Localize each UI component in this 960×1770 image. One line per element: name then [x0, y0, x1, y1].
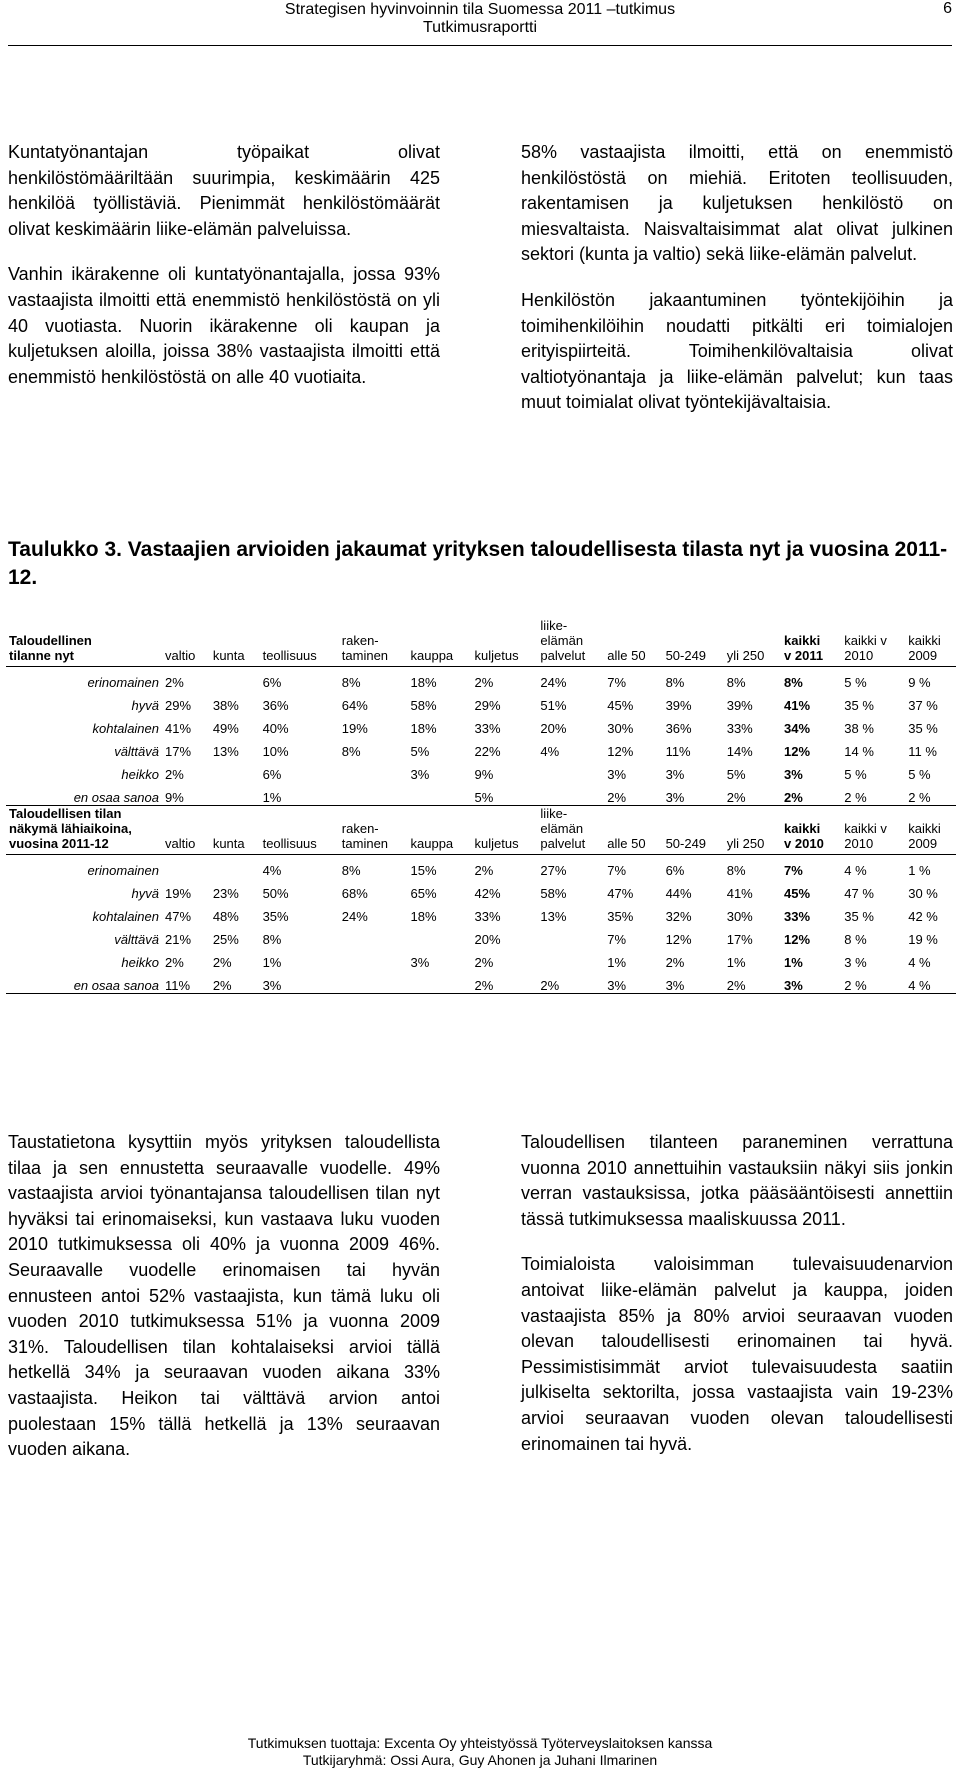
- row-label: hyvä: [131, 886, 159, 901]
- table-cell: 12%: [665, 932, 692, 947]
- table-cell: [339, 782, 408, 806]
- table-cell: 65%: [410, 886, 437, 901]
- row-label: kohtalainen: [92, 909, 159, 924]
- table-cell: 12%: [607, 744, 634, 759]
- table-row: [6, 878, 956, 901]
- section-title: Taloudellinen tilanne nyt: [6, 618, 162, 667]
- column-header: alle 50: [604, 618, 662, 667]
- table-cell: 5%: [474, 790, 494, 805]
- table-cell: [408, 782, 472, 806]
- table-cell: 44%: [665, 886, 692, 901]
- bottom-right-column: [521, 1130, 953, 1477]
- table-cell: 7%: [784, 863, 803, 878]
- table-row: [6, 947, 956, 970]
- row-label: erinomainen: [87, 675, 159, 690]
- paragraph: Kuntatyönantajan työpaikat olivat henkilöstömääriltään suurimpia, keskimäärin 425 henkilöä työllistäviä. Pienimmät henkilöstömäärät olivat keskimäärin liike-elämän palveluissa.: [8, 142, 440, 239]
- table-cell: 1%: [784, 955, 803, 970]
- table-cell: 18%: [410, 721, 437, 736]
- table-cell: 2%: [210, 970, 260, 994]
- table-cell: [210, 759, 260, 782]
- table-cell: 18%: [410, 675, 437, 690]
- table-cell: 7%: [607, 675, 627, 690]
- column-header: kaikki v 2010: [781, 806, 841, 855]
- table-cell: 2%: [726, 790, 746, 805]
- table-cell: 41%: [726, 886, 753, 901]
- table-caption: Taulukko 3. Vastaajien arvioiden jakaumat yrityksen taloudellisesta tilasta nyt ja vuosina 2011-12.: [8, 538, 948, 589]
- table-cell: 3%: [604, 970, 662, 994]
- table-cell: 33%: [474, 721, 501, 736]
- table-cell: 4 %: [908, 955, 931, 970]
- table-cell: 8%: [784, 675, 803, 690]
- table-cell: [408, 970, 472, 994]
- table-cell: 30%: [607, 721, 634, 736]
- table-cell: [537, 947, 604, 970]
- paragraph: Taloudellisen tilanteen paraneminen verrattuna vuonna 2010 annettuihin vastauksiin näkyi siis jonkin verran vastauksissa, jotka pääsääntöisesti annettiin tässä tutkimuksessa maaliskuussa 2011.: [521, 1132, 953, 1229]
- table-cell: 3%: [781, 970, 841, 994]
- table-cell: 2%: [607, 790, 627, 805]
- table-cell: 3%: [665, 767, 685, 782]
- table-cell: 8%: [341, 863, 361, 878]
- table-cell: 39%: [726, 698, 753, 713]
- column-header: yli 250: [724, 806, 781, 855]
- table-cell: 29%: [165, 698, 192, 713]
- table-cell: 5%: [410, 744, 430, 759]
- column-header: 50-249: [663, 806, 724, 855]
- table-cell: 1%: [262, 790, 282, 805]
- table-cell: 58%: [540, 886, 567, 901]
- table-cell: 40%: [262, 721, 289, 736]
- table-cell: 9%: [474, 767, 494, 782]
- footer-producer: Tutkimuksen tuottaja: Excenta Oy yhteistyössä Työterveyslaitoksen kanssa: [247, 1735, 713, 1751]
- table-cell: 8%: [341, 744, 361, 759]
- column-header: valtio: [162, 806, 210, 855]
- table-cell: [537, 782, 604, 806]
- table-cell: 1 %: [908, 863, 931, 878]
- column-header: yli 250: [724, 618, 781, 667]
- table-cell: 9 %: [908, 675, 931, 690]
- table-cell: 33%: [726, 721, 753, 736]
- header-title: Strategisen hyvinvoinnin tila Suomessa 2011 –tutkimus: [284, 1, 676, 18]
- table-cell: [339, 759, 408, 782]
- table-cell: 29%: [474, 698, 501, 713]
- table-cell: 2 %: [844, 790, 867, 805]
- table-cell: [339, 947, 408, 970]
- table-cell: 2%: [724, 970, 781, 994]
- table-cell: 8%: [726, 675, 746, 690]
- column-header: kaikki 2009: [905, 618, 956, 667]
- table-cell: 41%: [784, 698, 811, 713]
- table-cell: 5 %: [844, 767, 867, 782]
- table-cell: [339, 970, 408, 994]
- table-cell: 3%: [663, 970, 724, 994]
- column-header: kauppa: [408, 806, 472, 855]
- table-row: [6, 736, 956, 759]
- table-cell: 6%: [665, 863, 685, 878]
- table-cell: 20%: [474, 932, 501, 947]
- column-header: raken- taminen: [339, 806, 408, 855]
- table-cell: 36%: [665, 721, 692, 736]
- row-label: erinomainen: [87, 863, 159, 878]
- table-cell: 2%: [165, 955, 184, 970]
- table-cell: 45%: [607, 698, 634, 713]
- table-cell: 42%: [474, 886, 501, 901]
- paragraph: Toimialoista valoisimman tulevaisuudenarvion antoivat liike-elämän palvelut ja kauppa, joiden vastaajista 85% ja 80% arvioi seuraavan vuoden olevan taloudellisesti erinomainen tai hyvä. Pessimistisimmät arviot tulevaisuudesta saatiin julkiselta sektorilta, jossa vastaajista vain 19-23% arvioi seuraavan vuoden olevan taloudellisesti erinomainen tai hyvä.: [521, 1254, 953, 1454]
- table-cell: 30%: [726, 909, 753, 924]
- row-label: heikko: [121, 767, 159, 782]
- row-label: hyvä: [131, 698, 159, 713]
- table-cell: 36%: [262, 698, 289, 713]
- header-rule: [8, 45, 952, 46]
- bottom-left-column: [8, 1130, 440, 1483]
- table-row: [6, 713, 956, 736]
- table-cell: 24%: [341, 909, 368, 924]
- table-cell: [162, 855, 210, 879]
- table-cell: 42 %: [908, 909, 938, 924]
- table-cell: [537, 759, 604, 782]
- table-cell: 8%: [665, 675, 685, 690]
- table-cell: 5 %: [908, 767, 931, 782]
- table-row: [6, 667, 956, 691]
- section-title: Taloudellisen tilan näkymä lähiaikoina, vuosina 2011-12: [6, 806, 162, 855]
- table-cell: 38 %: [844, 721, 874, 736]
- table-cell: [210, 667, 260, 691]
- row-label: heikko: [121, 955, 159, 970]
- table-cell: 3%: [607, 767, 627, 782]
- top-left-column: [8, 140, 440, 410]
- column-header: teollisuus: [260, 806, 339, 855]
- row-label: en osaa sanoa: [6, 970, 162, 994]
- table-cell: 41%: [165, 721, 192, 736]
- table-cell: 10%: [262, 744, 289, 759]
- table-cell: 13%: [540, 909, 567, 924]
- table-row: [6, 924, 956, 947]
- table-cell: 51%: [540, 698, 567, 713]
- table-cell: 11%: [162, 970, 210, 994]
- footer-researchers: Tutkijaryhmä: Ossi Aura, Guy Ahonen ja Juhani Ilmarinen: [302, 1752, 658, 1768]
- table-cell: 4%: [540, 744, 560, 759]
- column-header: kaikki v 2011: [781, 618, 841, 667]
- table-cell: 8%: [726, 863, 746, 878]
- table-cell: 30 %: [908, 886, 938, 901]
- table-header-row: [6, 806, 956, 855]
- table-cell: 35%: [607, 909, 634, 924]
- table-row: [6, 970, 956, 994]
- table-cell: 2%: [165, 767, 184, 782]
- table-cell: 19 %: [908, 932, 938, 947]
- table-cell: 32%: [665, 909, 692, 924]
- row-label: en osaa sanoa: [73, 790, 159, 805]
- table-cell: 35 %: [908, 721, 938, 736]
- table-cell: 47 %: [844, 886, 874, 901]
- table-cell: 68%: [341, 886, 368, 901]
- page-footer: [0, 1735, 960, 1769]
- table-cell: 33%: [474, 909, 501, 924]
- table-row: [6, 855, 956, 879]
- table-cell: 19%: [165, 886, 192, 901]
- table-cell: 2%: [784, 790, 803, 805]
- table-cell: 2%: [665, 955, 685, 970]
- paragraph: 58% vastaajista ilmoitti, että on enemmistö henkilöstöstä on miehiä. Eritoten teollisuuden, rakentamisen ja kuljetuksen henkilöstö on miesvaltaista. Naisvaltaisimmat alat olivat julkinen sektori (kunta ja valtio) sekä liike-elämän palvelut.: [521, 142, 953, 265]
- table-cell: 24%: [540, 675, 567, 690]
- table-cell: 23%: [212, 886, 239, 901]
- table-cell: 15%: [410, 863, 437, 878]
- column-header: kaikki 2009: [905, 806, 956, 855]
- table-cell: 3%: [410, 955, 430, 970]
- table-cell: 14 %: [844, 744, 874, 759]
- table-row: [6, 759, 956, 782]
- table-cell: 14%: [726, 744, 753, 759]
- table-cell: 17%: [165, 744, 192, 759]
- table-cell: [339, 924, 408, 947]
- column-header: teollisuus: [260, 618, 339, 667]
- table-cell: 19%: [341, 721, 368, 736]
- table-cell: [210, 855, 260, 879]
- column-header: raken- taminen: [339, 618, 408, 667]
- table-cell: 39%: [665, 698, 692, 713]
- table-cell: 4 %: [844, 863, 867, 878]
- row-label: kohtalainen: [92, 721, 159, 736]
- column-header: kunta: [210, 618, 260, 667]
- table-cell: 2%: [474, 863, 494, 878]
- column-header: alle 50: [604, 806, 662, 855]
- table-cell: 8%: [341, 675, 361, 690]
- table-row: [6, 782, 956, 806]
- top-right-column: [521, 140, 953, 436]
- table-cell: 38%: [212, 698, 239, 713]
- table-cell: 3%: [665, 790, 685, 805]
- table-cell: 2 %: [908, 790, 931, 805]
- column-header: valtio: [162, 618, 210, 667]
- column-header: kauppa: [408, 618, 472, 667]
- table-cell: 2%: [474, 955, 494, 970]
- row-label: välttävä: [114, 932, 159, 947]
- table-cell: 3%: [260, 970, 339, 994]
- table-cell: 12%: [784, 932, 811, 947]
- table-cell: 11 %: [908, 744, 937, 759]
- table-cell: 2%: [472, 970, 538, 994]
- table-cell: 47%: [165, 909, 192, 924]
- table-cell: 47%: [607, 886, 634, 901]
- table-cell: 13%: [212, 744, 239, 759]
- paragraph: Henkilöstön jakaantuminen työntekijöihin ja toimihenkilöihin noudatti pitkälti eri toimialojen erityispiirteitä. Toimihenkilövaltaisia olivat valtiotyönantaja ja liike-elämän palvelut; kun taas muut toimialat olivat työntekijävaltaisia.: [521, 289, 953, 413]
- table-cell: 6%: [262, 675, 282, 690]
- table-cell: 1%: [607, 955, 627, 970]
- table-cell: 2%: [537, 970, 604, 994]
- table-cell: 2%: [212, 955, 232, 970]
- column-header: kaikki v 2010: [841, 806, 905, 855]
- table-cell: 37 %: [908, 698, 938, 713]
- table-cell: [408, 924, 472, 947]
- table-cell: 5 %: [844, 675, 867, 690]
- table-cell: 35 %: [844, 909, 874, 924]
- paragraph: Vanhin ikärakenne oli kuntatyönantajalla, jossa 93% vastaajista ilmoitti että enemmistö henkilöstöstä on yli 40 vuotiasta. Nuorin ikärakenne oli kaupan ja kuljetuksen aloilla, joissa 38% vastaajista ilmoitti että enemmistö henkilöstöstä on alle 40 vuotiaita.: [8, 264, 440, 387]
- table-row: [6, 690, 956, 713]
- table-cell: 45%: [784, 886, 811, 901]
- table-cell: 50%: [262, 886, 289, 901]
- table-cell: 12%: [784, 744, 811, 759]
- table-cell: 22%: [474, 744, 501, 759]
- table-cell: 48%: [212, 909, 239, 924]
- table-cell: 2%: [474, 675, 494, 690]
- table-cell: 20%: [540, 721, 567, 736]
- page-header: [0, 0, 960, 50]
- table-cell: 18%: [410, 909, 437, 924]
- page-number: 6: [943, 0, 952, 17]
- table-cell: 25%: [212, 932, 239, 947]
- data-table: [6, 618, 956, 994]
- column-header: liike- elämän palvelut: [537, 806, 604, 855]
- table-cell: 8 %: [844, 932, 867, 947]
- paragraph: Taustatietona kysyttiin myös yrityksen taloudellista tilaa ja sen ennustetta seuraavalle vuodelle. 49% vastaajista arvioi työnantajansa taloudellisen tilan nyt hyväksi tai erinomaiseksi, kun vastaava luku vuoden 2010 tutkimuksessa oli 40% ja vuonna 2009 46%. Seuraavalle vuodelle erinomaisen tai hyvän ennusteen antoi 52% vastaajista, kun tämä luku oli vuoden 2010 tutkimuksessa 51% ja vuonna 2009 31%. Taloudellisen tilan kohtalaiseksi arvioi tällä hetkellä 34% ja seuraavan vuoden aikana 33% vastaajista. Heikon tai välttävä arvion antoi puolestaan 15% tällä hetkellä ja 13% seuraavan vuoden aikana.: [8, 1132, 440, 1460]
- column-header: kuljetus: [472, 806, 538, 855]
- header-subtitle: Tutkimusraportti: [422, 19, 538, 36]
- table-cell: [537, 924, 604, 947]
- row-label: välttävä: [114, 744, 159, 759]
- table-cell: 33%: [784, 909, 811, 924]
- column-header: kaikki v 2010: [841, 618, 905, 667]
- table-row: [6, 901, 956, 924]
- column-header: kuljetus: [472, 618, 538, 667]
- table-cell: 49%: [212, 721, 239, 736]
- table-cell: 64%: [341, 698, 368, 713]
- table-cell: 1%: [726, 955, 746, 970]
- table-cell: 1%: [262, 955, 282, 970]
- table-cell: 3%: [410, 767, 430, 782]
- table-cell: 4 %: [905, 970, 956, 994]
- table-cell: 8%: [262, 932, 282, 947]
- table-cell: 2%: [165, 675, 184, 690]
- table-cell: 27%: [540, 863, 567, 878]
- table-cell: 7%: [607, 932, 627, 947]
- table-cell: 5%: [726, 767, 746, 782]
- table-cell: 7%: [607, 863, 627, 878]
- table-cell: 6%: [262, 767, 282, 782]
- column-header: kunta: [210, 806, 260, 855]
- table-header-row: [6, 618, 956, 667]
- table-cell: 58%: [410, 698, 437, 713]
- column-header: liike- elämän palvelut: [537, 618, 604, 667]
- table-cell: 17%: [726, 932, 753, 947]
- table-cell: 2 %: [841, 970, 905, 994]
- table-cell: 3 %: [844, 955, 867, 970]
- table-cell: 35%: [262, 909, 289, 924]
- column-header: 50-249: [663, 618, 724, 667]
- table-cell: 11%: [665, 744, 691, 759]
- table-cell: 21%: [165, 932, 192, 947]
- table-cell: 34%: [784, 721, 811, 736]
- table-cell: [210, 782, 260, 806]
- table-cell: 3%: [784, 767, 803, 782]
- table-cell: 9%: [165, 790, 184, 805]
- table-cell: 35 %: [844, 698, 874, 713]
- table-cell: 4%: [262, 863, 282, 878]
